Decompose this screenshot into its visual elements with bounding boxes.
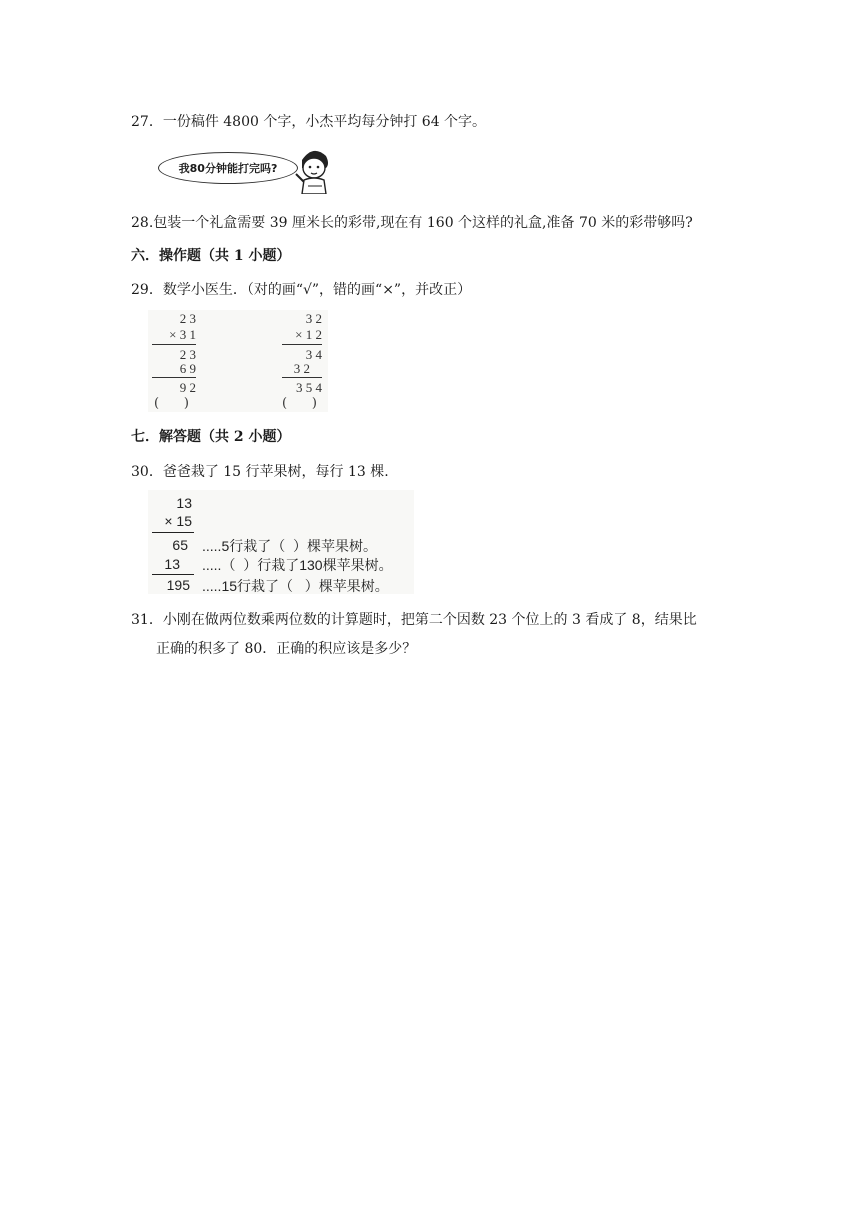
calc-a-partial-1: 2 3: [179, 347, 196, 362]
calc-30-multiplier: × 15: [164, 513, 192, 529]
calc-30-result: 195: [166, 577, 190, 593]
question-31-line-2: 正确的积多了 80．正确的积应该是多少？: [156, 641, 417, 657]
section-6-heading: 六．操作题（共 1 小题）: [131, 248, 291, 264]
question-27-figure: [150, 144, 340, 194]
calc-a-result: 9 2: [179, 380, 196, 395]
question-29-figure: [148, 310, 328, 412]
calc-a-rule-1: [152, 344, 196, 345]
question-30-figure: [148, 490, 414, 594]
calc-30-partial-1: 65: [172, 537, 188, 553]
calc-b-rule-1: [282, 344, 322, 345]
question-30-text: 30．爸爸栽了 15 行苹果树，每行 13 棵.: [131, 464, 389, 480]
vertical-calc-30: [152, 494, 194, 592]
boy-illustration-icon: [288, 144, 338, 194]
question-29-text: 29．数学小医生．（对的画“√”，错的画“×”，并改正）: [131, 282, 472, 298]
calc-b-rule-2: [282, 377, 322, 378]
calc-b-partial-2: 3 2: [293, 361, 310, 376]
question-28-text: 28.包装一个礼盒需要 39 厘米长的彩带,现在有 160 个这样的礼盒,准备 70 米的彩带够吗?: [131, 215, 693, 231]
calc-b-multiplier: × 1 2: [295, 327, 322, 342]
calc-a-answer-paren: ( ): [154, 396, 189, 411]
section-7-heading: 七．解答题（共 2 小题）: [131, 429, 291, 445]
calc-a-rule-2: [152, 377, 196, 378]
calc-30-note-3: .....15行栽了（ ）棵苹果树。: [202, 578, 389, 594]
calc-a-multiplier: × 3 1: [169, 327, 196, 342]
calc-b-top: 3 2: [305, 311, 322, 326]
calc-b-partial-1: 3 4: [305, 347, 322, 362]
question-31-line-1: 31．小刚在做两位数乘两位数的计算题时，把第二个因数 23 个位上的 3 看成了 8，结果比: [131, 612, 697, 628]
speech-bubble: [158, 152, 298, 184]
calc-30-note-2: .....（ ）行栽了130棵苹果树。: [202, 557, 393, 573]
calc-a-partial-2: 6 9: [179, 361, 196, 376]
calc-b-result: 3 5 4: [296, 380, 322, 395]
calc-30-note-1: .....5行栽了（ ）棵苹果树。: [202, 538, 378, 554]
calc-a-top: 2 3: [179, 311, 196, 326]
question-27-text: 27．一份稿件 4800 个字，小杰平均每分钟打 64 个字。: [131, 114, 487, 130]
speech-bubble-text: 我80分钟能打完吗?: [178, 162, 278, 175]
calc-b-answer-paren: ( ): [282, 396, 317, 411]
calc-30-partial-2: 13: [164, 556, 180, 572]
calc-30-top: 13: [176, 495, 192, 511]
calc-30-rule-1: [152, 532, 194, 533]
